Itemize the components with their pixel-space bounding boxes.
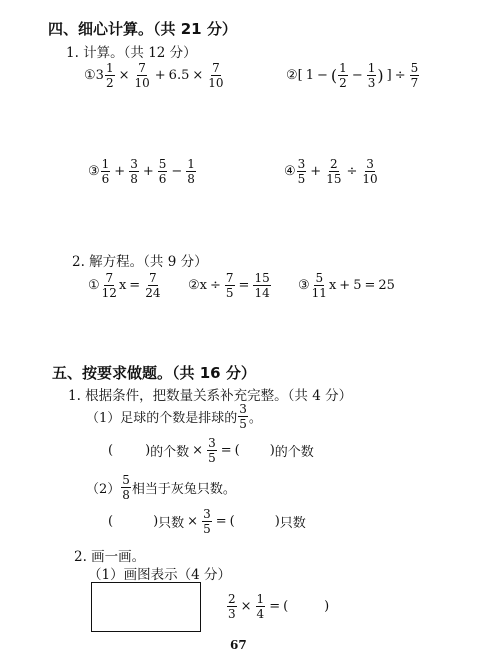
fraction: $\frac{3}{10}$ — [362, 157, 378, 186]
calc-problem-3: ③ $\frac{1}{6}$ + $\frac{3}{8}$ + $\frac{5}{6}$ − $\frac{1}{8}$ — [88, 157, 195, 186]
q2-heading: 2. 画一画。 — [74, 549, 146, 565]
fraction: $\frac{2}{15}$ — [326, 157, 342, 186]
q1-part-a-fill: ( ) 的个数 × $\frac{3}{5}$ = ( ) 的个数 — [108, 436, 314, 465]
q2-sub: （1）画图表示（4 分） — [88, 567, 231, 583]
fraction: $\frac{3}{8}$ — [130, 157, 138, 186]
equation-1: ① $\frac{7}{12}$ x = $\frac{7}{24}$ — [88, 271, 161, 300]
fraction: $\frac{7}{10}$ — [208, 61, 224, 90]
fraction: $\frac{1}{2}$ — [339, 61, 347, 90]
fraction: $\frac{5}{11}$ — [311, 271, 327, 300]
q1-part-b: （2） $\frac{5}{8}$ 相当于灰兔只数。 — [86, 473, 236, 502]
fraction: $\frac{7}{12}$ — [101, 271, 117, 300]
q1-heading: 1. 根据条件，把数量关系补充完整。（共 4 分） — [68, 388, 353, 404]
q1-part-a: （1）足球的个数是排球的 $\frac{3}{5}$ 。 — [86, 402, 262, 431]
page-number: 67 — [230, 638, 247, 652]
calc-heading: 1. 计算。（共 12 分） — [66, 45, 197, 61]
fraction: $\frac{1}{6}$ — [101, 157, 110, 186]
section4-title: 四、细心计算。（共 21 分） — [48, 20, 237, 38]
fraction: $\frac{7}{5}$ — [225, 271, 234, 300]
fraction: $\frac{3}{5}$ — [239, 402, 247, 431]
q1-part-b-fill: ( ) 只数 × $\frac{3}{5}$ = ( ) 只数 — [108, 507, 306, 536]
fraction: $\frac{3}{5}$ — [203, 507, 211, 536]
fraction: $\frac{5}{6}$ — [158, 157, 167, 186]
fraction: $\frac{1}{8}$ — [187, 157, 195, 186]
fraction: $\frac{1}{2}$ — [105, 61, 114, 90]
fraction: $\frac{1}{4}$ — [256, 592, 265, 621]
fraction: $\frac{5}{7}$ — [410, 61, 419, 90]
fraction: $\frac{2}{3}$ — [228, 592, 236, 621]
fraction: $\frac{3}{5}$ — [208, 436, 216, 465]
fraction: $\frac{1}{3}$ — [367, 61, 376, 90]
fraction: $\frac{5}{8}$ — [122, 473, 130, 502]
fraction: $\frac{7}{24}$ — [145, 271, 161, 300]
equation-2: ② x ÷ $\frac{7}{5}$ = $\frac{15}{14}$ — [188, 271, 270, 300]
q2-expression: $\frac{2}{3}$ × $\frac{1}{4}$ = ( ) — [228, 592, 330, 621]
calc-problem-1: ① 3 $\frac{1}{2}$ × $\frac{7}{10}$ + 6.5 × $\frac{7}{10}$ — [84, 61, 224, 90]
fraction: $\frac{7}{10}$ — [134, 61, 150, 90]
section5-title: 五、按要求做题。（共 16 分） — [52, 364, 256, 382]
drawing-box[interactable] — [91, 582, 201, 632]
fraction: $\frac{15}{14}$ — [254, 271, 270, 300]
equations-heading: 2. 解方程。（共 9 分） — [72, 254, 208, 270]
calc-problem-2: ② [ 1 − ( $\frac{1}{2}$ − $\frac{1}{3}$ ) ] ÷ $\frac{5}{7}$ — [286, 61, 419, 90]
fraction: $\frac{3}{5}$ — [297, 157, 306, 186]
calc-problem-4: ④ $\frac{3}{5}$ + $\frac{2}{15}$ ÷ $\frac{3}{10}$ — [284, 157, 378, 186]
equation-3: ③ $\frac{5}{11}$ x + 5 = 25 — [298, 271, 395, 300]
